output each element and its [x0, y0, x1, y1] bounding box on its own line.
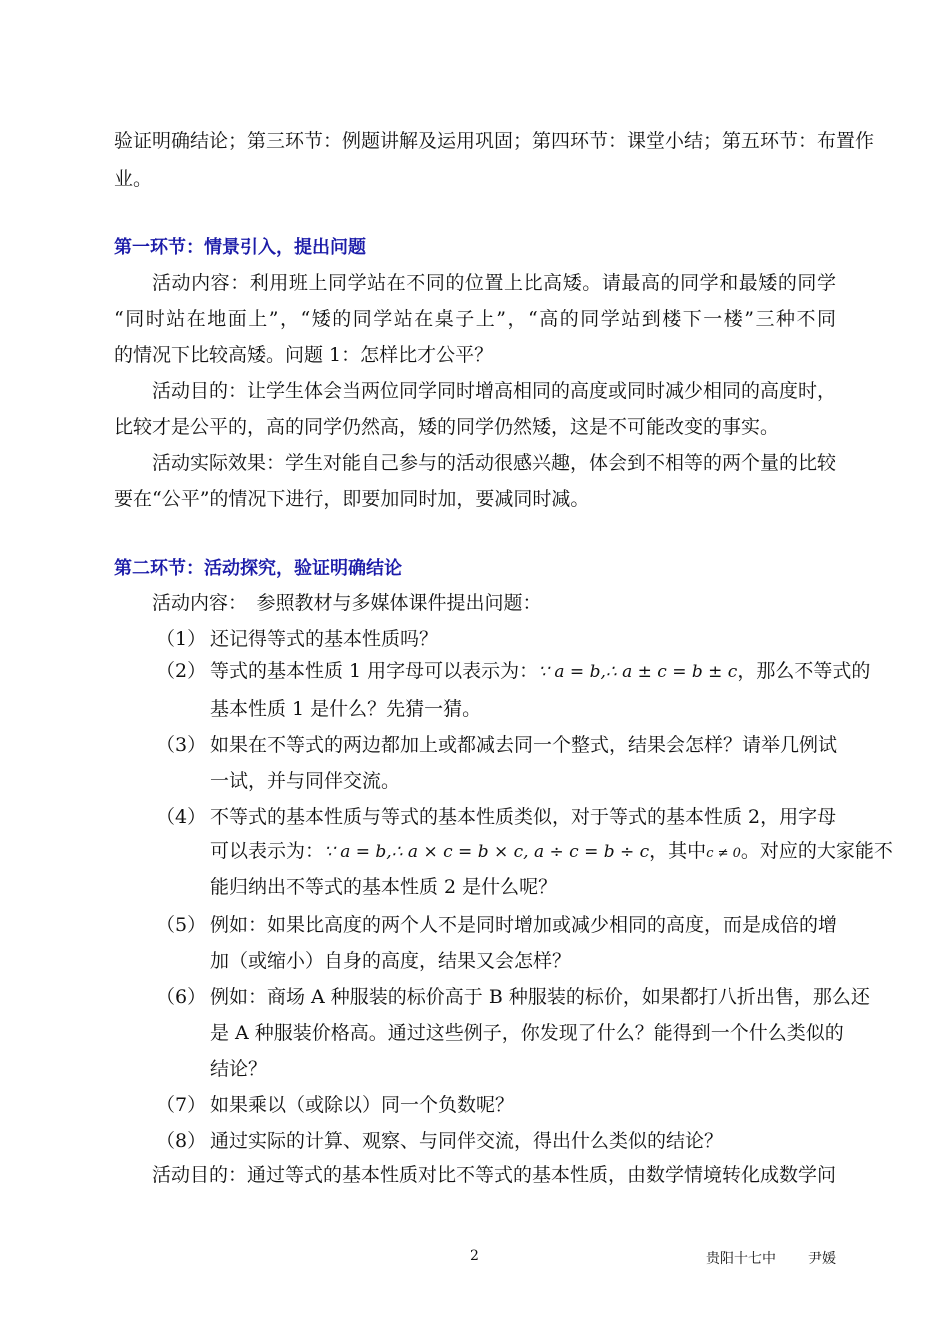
intro-line-2: 业。	[114, 168, 153, 190]
item-number: （4）	[156, 806, 207, 828]
page-number: 2	[470, 1248, 479, 1264]
item-text-with-formula	[210, 836, 893, 863]
item-number: （8）	[156, 1130, 207, 1152]
item-text: 如果在不等式的两边都加上或都减去同一个整式，结果会怎样？请举几例试	[210, 734, 838, 756]
section-1-line: 要在“公平”的情况下进行，即要加同时加，要减同时减。	[114, 488, 590, 510]
section-1-line: 活动实际效果：学生对能自己参与的活动很感兴趣，体会到不相等的两个量的比较	[152, 452, 837, 474]
item-text: 一试，并与同伴交流。	[210, 770, 401, 792]
nonzero-condition: c ≠ 0	[706, 846, 741, 861]
item-text: 能归纳出不等式的基本性质 2 是什么呢？	[210, 876, 558, 898]
section-1-heading: 第一环节：情景引入，提出问题	[114, 237, 366, 258]
intro-line-1: 验证明确结论；第三环节：例题讲解及运用巩固；第四环节：课堂小结；第五环节：布置作	[114, 130, 875, 152]
item-number: （5）	[156, 914, 207, 936]
section-1-line: “同时站在地面上”，“矮的同学站在桌子上”，“高的同学站到楼下一楼”三种不同	[114, 308, 836, 330]
section-2-content-label: 活动内容： 参照教材与多媒体课件提出问题：	[152, 592, 542, 614]
footer-author: 尹媛	[808, 1251, 836, 1267]
item-text: ，其中	[649, 840, 707, 862]
item-text: 可以表示为：	[210, 840, 325, 862]
item-number: （1）	[156, 628, 207, 650]
item-text: 通过实际的计算、观察、与同伴交流，得出什么类似的结论？	[210, 1130, 724, 1152]
item-text: 例如：商场 A 种服装的标价高于 B 种服装的标价，如果都打八折出售，那么还	[210, 986, 870, 1008]
section-1-line: 的情况下比较高矮。问题 1：怎样比才公平？	[114, 344, 494, 366]
section-2-heading: 第二环节：活动探究，验证明确结论	[114, 558, 402, 579]
item-text: 基本性质 1 是什么？先猜一猜。	[210, 698, 482, 720]
item-text: 如果乘以（或除以）同一个负数呢？	[210, 1094, 515, 1116]
item-number: （7）	[156, 1094, 207, 1116]
section-1-line: 活动内容：利用班上同学站在不同的位置上比高矮。请最高的同学和最矮的同学	[152, 272, 836, 294]
item-number: （2）	[156, 660, 207, 682]
item-text: 不等式的基本性质与等式的基本性质类似，对于等式的基本性质 2，用字母	[210, 806, 837, 828]
item-text: ，那么不等式的	[737, 660, 871, 682]
item-text-with-formula	[210, 656, 870, 683]
section-2-purpose: 活动目的：通过等式的基本性质对比不等式的基本性质，由数学情境转化成数学问	[152, 1164, 837, 1186]
equality-formula: ∵ a = b,∴ a ± c = b ± c	[538, 662, 738, 682]
item-text: 例如：如果比高度的两个人不是同时增加或减少相同的高度，而是成倍的增	[210, 914, 838, 936]
section-1-line: 比较才是公平的，高的同学仍然高，矮的同学仍然矮，这是不可能改变的事实。	[114, 416, 780, 438]
item-text: 。对应的大家能不	[740, 840, 893, 862]
item-number: （3）	[156, 734, 207, 756]
item-text: 加（或缩小）自身的高度，结果又会怎样？	[210, 950, 572, 972]
item-number: （6）	[156, 986, 207, 1008]
section-1-line: 活动目的：让学生体会当两位同学同时增高相同的高度或同时减少相同的高度时，	[152, 380, 837, 402]
multiplication-formula: ∵ a = b,∴ a × c = b × c, a ÷ c = b ÷ c	[324, 842, 650, 862]
footer-school: 贵阳十七中	[706, 1251, 776, 1267]
item-text: 是 A 种服装价格高。通过这些例子，你发现了什么？能得到一个什么类似的	[210, 1022, 844, 1044]
item-text: 结论？	[210, 1058, 268, 1080]
item-text: 等式的基本性质 1 用字母可以表示为：	[210, 660, 539, 682]
item-text: 还记得等式的基本性质吗？	[210, 628, 439, 650]
